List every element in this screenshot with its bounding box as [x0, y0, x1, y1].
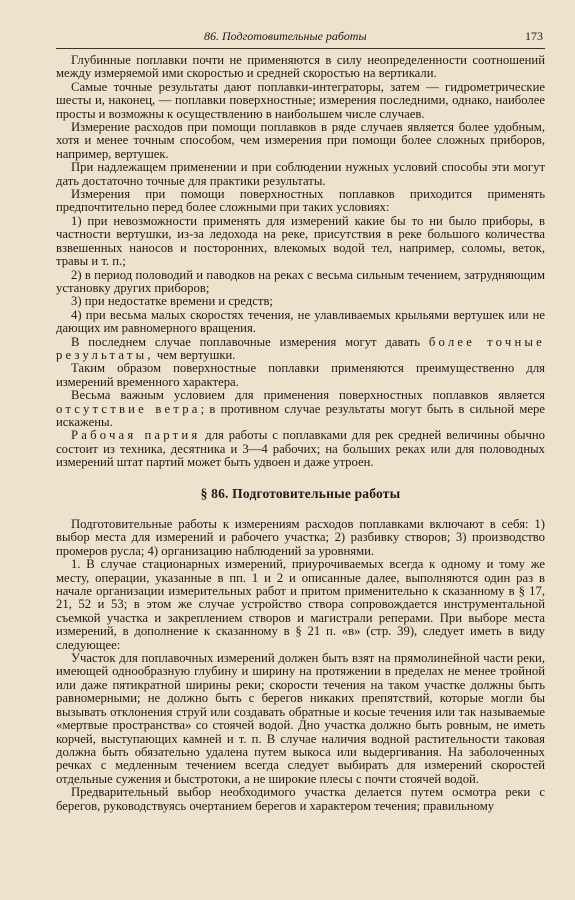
- running-header: [56, 28, 545, 49]
- page-body: [56, 54, 545, 813]
- list-item: 2) в период половодий и паводков на реках с весьма сильным течением, затрудняющим установку других приборов;: [56, 267, 545, 295]
- spaced-emphasis: отсутствие ветра: [56, 401, 201, 416]
- paragraph: [56, 336, 545, 363]
- text-run: В последнем случае поплавочные измерения могут давать: [71, 334, 429, 349]
- paragraph: Участок для поплавочных измерений должен быть взят на прямолинейной части реки, имеющей однообразную глубину и ширину на протяжении в пределах не менее тройной или даже пятикратной ширины реки; скорости течения на таком участке должны быть равномерными; не должно быть с берегов никаких препятствий, которые могли бы вызывать отклонения струй или создавать обратные и косые течения или так называемые «мертвые пространства» со стоячей водой. Дно участка должно быть ровным, не иметь корчей, выступающих камней и т. п. В случае наличия водной растительности таковая должна быть обязательно удалена путем выкоса или выдергивания. На заболоченных речках с медленным течением всегда следует выбирать для измерений скоростей отдельные сужения и быстротоки, а не широкие плесы с почти стоячей водой.: [56, 651, 545, 786]
- paragraph: Предварительный выбор необходимого участка делается путем осмотра реки с берегов, руководствуясь очертанием берегов и характером течения; правильному: [56, 785, 545, 813]
- paragraph: [56, 429, 545, 469]
- paragraph: Таким образом поверхностные поплавки применяются преимущественно для измерений временного характера.: [56, 361, 545, 389]
- paragraph: Измерение расходов при помощи поплавков в ряде случаев является более удобным, хотя и менее точным способом, чем измерения при помощи более сложных приборов, например, вертушек.: [56, 120, 545, 161]
- page-number: 173: [525, 29, 543, 43]
- list-item: 1) при невозможности применять для измерений какие бы то ни было приборы, в частности вертушки, из-за ледохода на реке, присутствия в реке большого количества взвешенных наносов и посторонних, влекомых водой тел, например, соломы, веток, травы и т. п.;: [56, 213, 545, 269]
- section-heading: § 86. Подготовительные работы: [200, 485, 401, 501]
- text-run: чем вертушки.: [153, 347, 236, 362]
- paragraph: 1. В случае стационарных измерений, приурочиваемых всегда к одному и тому же месту, операции, указанные в пп. 1 и 2 и описанные далее, выполняются один раз в начале организации измерительных работ и притом применительно к сказанному в § 17, 21, 52 и 53; в этом же случае устройство створа сопровождается инструментальной съемкой участка и закреплением створов и магистрали реперами. При выборе места измерений, в дополнение к сказанному в § 21 п. «в» (стр. 39), следует иметь в виду следующее:: [56, 557, 545, 652]
- list-item: 4) при весьма малых скоростях течения, не улавливаемых крыльями вертушек или не дающих им равномерного вращения.: [56, 307, 545, 336]
- paragraph: Самые точные результаты дают поплавки-интеграторы, затем — гидрометрические шесты и, наконец, — поплавки поверхностные; измерения последними, однако, наиболее просты и возможны к осуществлению в наибольшем числе случаев.: [56, 79, 545, 121]
- list-item: 3) при недостатке времени и средств;: [71, 294, 273, 309]
- text-run: Весьма важным условием для применения поверхностных поплавков является: [71, 388, 545, 403]
- paragraph: Измерения при помощи поверхностных поплавков приходится применять предпочтительно перед более сложными при таких условиях:: [56, 187, 545, 215]
- paragraph: Глубинные поплавки почти не применяются в силу неопределенности соотношений между измеряемой ими скоростью и средней скоростью на вертикали.: [56, 53, 545, 81]
- header-title: 86. Подготовительные работы: [204, 29, 367, 43]
- spaced-emphasis: Рабочая партия: [71, 428, 201, 443]
- text-run: ; в противном случае результаты могут быть в сильной мере искажены.: [56, 401, 545, 429]
- paragraph: Подготовительные работы к измерениям расходов поплавками включают в себя: 1) выбор места для измерений и рабочего участка; 2) разбивку створов; 3) производство промеров русла; 4) организацию наблюдений за уровнями.: [56, 517, 545, 558]
- paragraph: При надлежащем применении и при соблюдении нужных условий способы эти могут дать достаточно точные для практики результаты.: [56, 160, 545, 188]
- text-run: для работы с поплавками для рек средней величины обычно состоит из техника, десятника и 3—4 рабочих; на больших реках или для половодных измерений штат партий может быть удвоен и даже утроен.: [56, 428, 545, 470]
- spaced-emphasis: более точные результаты,: [56, 334, 545, 362]
- paragraph: [56, 389, 545, 429]
